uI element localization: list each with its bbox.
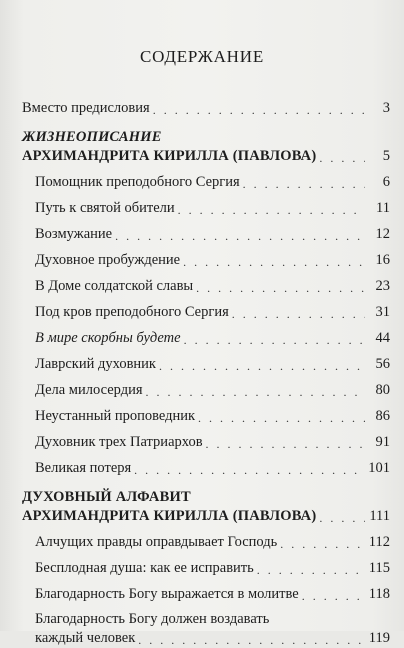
toc-subentry — [22, 532, 390, 552]
toc-entry-label: АРХИМАНДРИТА КИРИЛЛА (ПАВЛОВА) — [22, 148, 317, 164]
toc-subentry — [22, 328, 390, 348]
toc-entry-page: 115 — [368, 560, 390, 576]
toc-subentry — [22, 406, 390, 426]
toc-entry-page: 3 — [382, 100, 390, 116]
toc-entry-label: В Доме солдатской славы — [35, 278, 194, 294]
toc-entry-label: Духовник трех Патриархов — [35, 434, 203, 450]
running-head-bleed — [10, 2, 394, 14]
toc-subentry — [22, 198, 390, 218]
leader-dots — [319, 510, 365, 526]
toc-entry-biography — [22, 146, 390, 166]
leader-dots — [183, 254, 365, 270]
page-title: СОДЕРЖАНИЕ — [139, 47, 265, 66]
toc-entry-label: Великая потеря — [35, 460, 132, 476]
leader-dots — [319, 150, 365, 166]
toc-subentry — [22, 628, 390, 648]
leader-dots — [159, 358, 365, 374]
toc-subentry-line1: Благодарность Богу должен воздавать — [35, 611, 270, 627]
leader-dots — [184, 332, 365, 348]
toc-entry-page: 6 — [382, 174, 390, 190]
leader-dots — [178, 202, 365, 218]
leader-dots — [134, 462, 365, 478]
leader-dots — [153, 102, 365, 118]
toc-entry-label: Помощник преподобного Сергия — [35, 174, 240, 190]
leader-dots — [243, 176, 365, 192]
toc-entry-page: 86 — [375, 408, 390, 424]
toc-entry-label: АРХИМАНДРИТА КИРИЛЛА (ПАВЛОВА) — [22, 508, 317, 524]
toc-entry-label: Под кров преподобного Сергия — [35, 304, 229, 320]
toc-subentry — [22, 276, 390, 296]
toc-entry-page: 44 — [375, 330, 390, 346]
toc-entry-label: Алчущих правды оправдывает Господь — [35, 534, 278, 550]
toc-entry-label: В мире скорбны будете — [35, 330, 181, 346]
toc-entry-label: Лаврский духовник — [35, 356, 156, 372]
toc-entry-page: 112 — [368, 534, 390, 550]
section-heading-alphabet: ДУХОВНЫЙ АЛФАВИТ — [22, 489, 191, 505]
leader-dots — [280, 536, 365, 552]
toc-entry-page: 12 — [375, 226, 390, 242]
section-heading-biography: ЖИЗНЕОПИСАНИЕ — [22, 129, 162, 145]
toc-entry-page: 91 — [375, 434, 390, 450]
leader-dots — [257, 562, 365, 578]
table-of-contents — [22, 98, 390, 648]
toc-entry-page: 11 — [376, 200, 390, 216]
toc-entry-label: Дела милосердия — [35, 382, 143, 398]
leader-dots — [138, 632, 365, 648]
toc-entry-page: 101 — [368, 460, 390, 476]
toc-entry-page: 5 — [382, 148, 390, 164]
toc-entry-page: 119 — [368, 630, 390, 646]
toc-entry-label: Путь к святой обители — [35, 200, 175, 216]
leader-dots — [196, 280, 365, 296]
toc-entry-page: 23 — [375, 278, 390, 294]
toc-entry-page: 16 — [375, 252, 390, 268]
leader-dots — [146, 384, 366, 400]
toc-subentry — [22, 250, 390, 270]
toc-entry-page: 111 — [369, 508, 390, 524]
toc-entry-label: Благодарность Богу выражается в молитве — [35, 586, 299, 602]
toc-subentry — [22, 302, 390, 322]
toc-entry-label: Возмужание — [35, 226, 113, 242]
toc-entry-preface — [22, 98, 390, 118]
toc-entry-page: 80 — [375, 382, 390, 398]
toc-entry-label: Духовное пробуждение — [35, 252, 181, 268]
toc-subentry — [22, 584, 390, 604]
toc-entry-page: 118 — [368, 586, 390, 602]
toc-entry-page: 31 — [375, 304, 390, 320]
toc-entry-label: Бесплодная душа: как ее исправить — [35, 560, 254, 576]
toc-subentry — [22, 458, 390, 478]
toc-subentry — [22, 224, 390, 244]
leader-dots — [198, 410, 365, 426]
leader-dots — [206, 436, 365, 452]
toc-entry-label: Вместо предисловия — [22, 100, 150, 116]
toc-entry-label: каждый человек — [35, 630, 136, 646]
toc-subentry — [22, 558, 390, 578]
leader-dots — [302, 588, 365, 604]
toc-entry-page: 56 — [375, 356, 390, 372]
leader-dots — [115, 228, 365, 244]
toc-subentry — [22, 172, 390, 192]
toc-entry-alphabet — [22, 506, 390, 526]
toc-subentry — [22, 432, 390, 452]
toc-entry-label: Неустанный проповедник — [35, 408, 196, 424]
toc-subentry — [22, 354, 390, 374]
leader-dots — [232, 306, 365, 322]
toc-subentry — [22, 380, 390, 400]
